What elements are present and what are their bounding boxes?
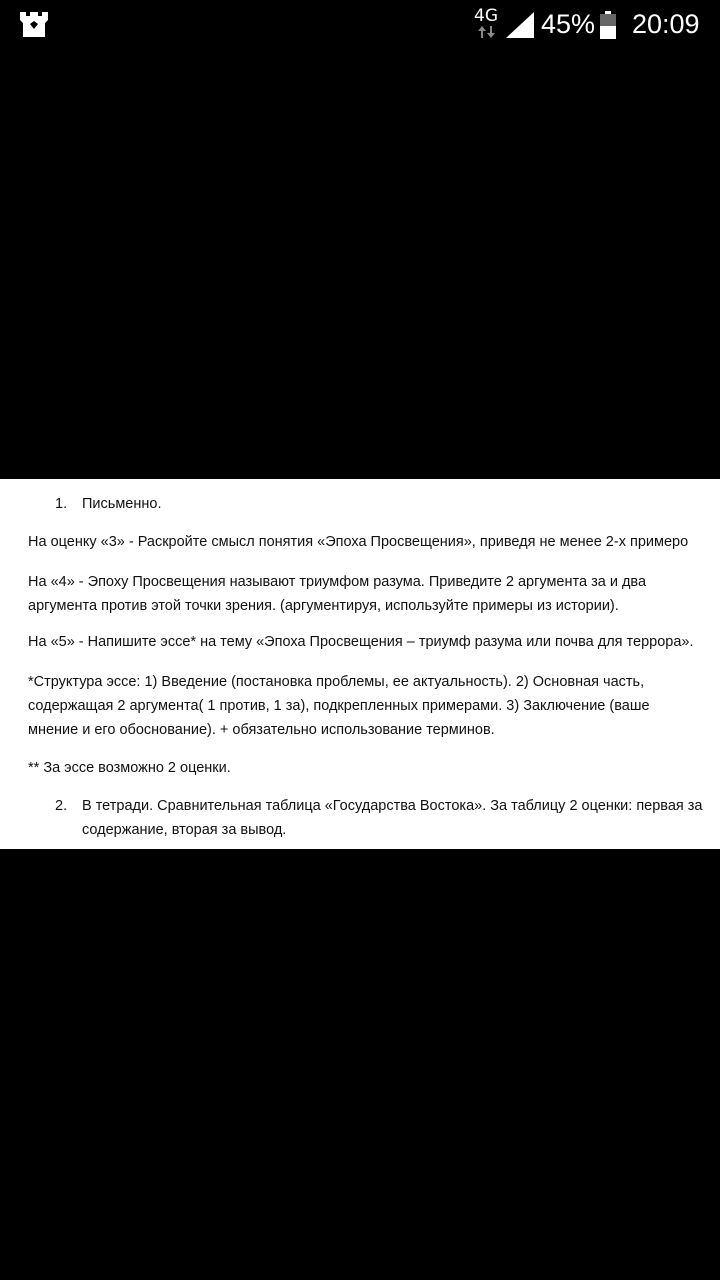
battery-icon (600, 11, 616, 39)
structure-line2: содержащая 2 аргумента( 1 против, 1 за), подкрепленных примерами. 3) Заключение (ваше (28, 698, 650, 714)
item2-line1: В тетради. Сравнительная таблица «Государства Востока». За таблицу 2 оценки: первая за (82, 798, 703, 814)
item1-title: Письменно. (82, 496, 162, 512)
grade5-text: На «5» - Напишите эссе* на тему «Эпоха Просвещения – триумф разума или почва для террора». (28, 634, 694, 650)
grade4-line2: аргумента против этой точки зрения. (аргументируя, используйте примеры из истории). (28, 598, 619, 614)
document-page (0, 479, 720, 849)
data-arrows-icon (477, 26, 497, 38)
structure-line1: *Структура эссе: 1) Введение (постановка проблемы, ее актуальность). 2) Основная часть, (28, 674, 645, 690)
item2-line2: содержание, вторая за вывод. (82, 822, 287, 838)
grade4-line1: На «4» - Эпоху Просвещения называют триумфом разума. Приведите 2 аргумента за и два (28, 574, 647, 590)
battery-percent: 45% (541, 9, 596, 39)
item2-number: 2. (55, 798, 68, 814)
item1-number: 1. (55, 496, 68, 512)
note-text: ** За эссе возможно 2 оценки. (28, 760, 231, 776)
clock: 20:09 (632, 9, 700, 39)
app-crown-icon[interactable] (18, 10, 50, 38)
structure-line3: мнение и его обоснование). + обязательно использование терминов. (28, 722, 495, 738)
network-type-label: 4G (474, 6, 498, 26)
status-bar (0, 0, 720, 50)
grade3-text: На оценку «3» - Раскройте смысл понятия «Эпоха Просвещения», приведя не менее 2-х примеро (28, 534, 689, 550)
signal-icon (505, 12, 535, 38)
